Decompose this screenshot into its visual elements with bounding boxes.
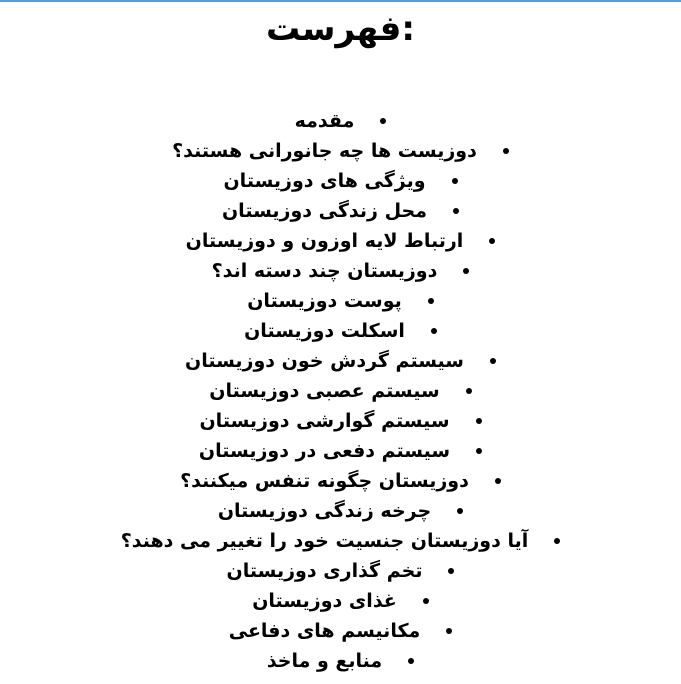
toc-item-label: محل زندگی دوزیستان bbox=[221, 200, 428, 222]
toc-item bbox=[0, 283, 681, 313]
bullet-dot-icon bbox=[452, 178, 458, 184]
toc-item bbox=[0, 133, 681, 163]
toc-item-label: پوست دوزیستان bbox=[247, 290, 402, 312]
top-border-line bbox=[0, 0, 681, 2]
table-of-contents bbox=[0, 103, 681, 673]
toc-item-label: تخم گذاری دوزیستان bbox=[226, 560, 423, 582]
toc-item bbox=[0, 403, 681, 433]
toc-item bbox=[0, 433, 681, 463]
toc-item bbox=[0, 463, 681, 493]
bullet-dot-icon bbox=[476, 418, 482, 424]
bullet-dot-icon bbox=[463, 268, 469, 274]
toc-item bbox=[0, 583, 681, 613]
toc-item bbox=[0, 193, 681, 223]
toc-item-label: دوزیستان چگونه تنفس میکنند؟ bbox=[180, 470, 469, 492]
toc-item bbox=[0, 223, 681, 253]
bullet-dot-icon bbox=[489, 238, 495, 244]
toc-item-label: غذای دوزیستان bbox=[252, 590, 397, 612]
toc-item bbox=[0, 643, 681, 673]
toc-item-label: ویژگی های دوزیستان bbox=[223, 170, 426, 192]
toc-item bbox=[0, 163, 681, 193]
toc-item-label: مقدمه bbox=[294, 110, 355, 132]
toc-item-label: ارتباط لایه اوزون و دوزیستان bbox=[185, 230, 464, 252]
toc-item-label: سیستم عصبی دوزیستان bbox=[209, 380, 440, 402]
toc-item bbox=[0, 493, 681, 523]
bullet-dot-icon bbox=[554, 538, 560, 544]
bullet-dot-icon bbox=[448, 568, 454, 574]
toc-item-label: سیستم گوارشی دوزیستان bbox=[199, 410, 450, 432]
toc-item-label: آیا دوزیستان جنسیت خود را تغییر می دهند؟ bbox=[120, 530, 529, 552]
toc-item-label: مکانیسم های دفاعی bbox=[228, 620, 421, 642]
bullet-dot-icon bbox=[380, 118, 386, 124]
bullet-dot-icon bbox=[466, 388, 472, 394]
toc-item bbox=[0, 343, 681, 373]
bullet-dot-icon bbox=[490, 358, 496, 364]
toc-item-label: دوزیستان چند دسته اند؟ bbox=[211, 260, 438, 282]
bullet-dot-icon bbox=[431, 328, 437, 334]
bullet-dot-icon bbox=[446, 628, 452, 634]
bullet-dot-icon bbox=[495, 478, 501, 484]
toc-item bbox=[0, 523, 681, 553]
bullet-dot-icon bbox=[453, 208, 459, 214]
bullet-dot-icon bbox=[503, 148, 509, 154]
toc-item-label: چرخه زندگی دوزیستان bbox=[217, 500, 432, 522]
page-title: فهرست: bbox=[266, 9, 415, 49]
toc-item-label: سیستم گردش خون دوزیستان bbox=[184, 350, 464, 372]
bullet-dot-icon bbox=[428, 298, 434, 304]
toc-item-label: منابع و ماخذ bbox=[266, 650, 383, 672]
bullet-dot-icon bbox=[423, 598, 429, 604]
toc-item bbox=[0, 613, 681, 643]
toc-item bbox=[0, 103, 681, 133]
bullet-dot-icon bbox=[408, 658, 414, 664]
toc-item bbox=[0, 253, 681, 283]
toc-item-label: سیستم دفعی در دوزیستان bbox=[198, 440, 451, 462]
toc-item bbox=[0, 313, 681, 343]
toc-item bbox=[0, 553, 681, 583]
toc-item bbox=[0, 373, 681, 403]
toc-item-label: دوزیست ها چه جانورانی هستند؟ bbox=[172, 140, 477, 162]
bullet-dot-icon bbox=[476, 448, 482, 454]
bullet-dot-icon bbox=[457, 508, 463, 514]
toc-item-label: اسکلت دوزیستان bbox=[244, 320, 405, 342]
